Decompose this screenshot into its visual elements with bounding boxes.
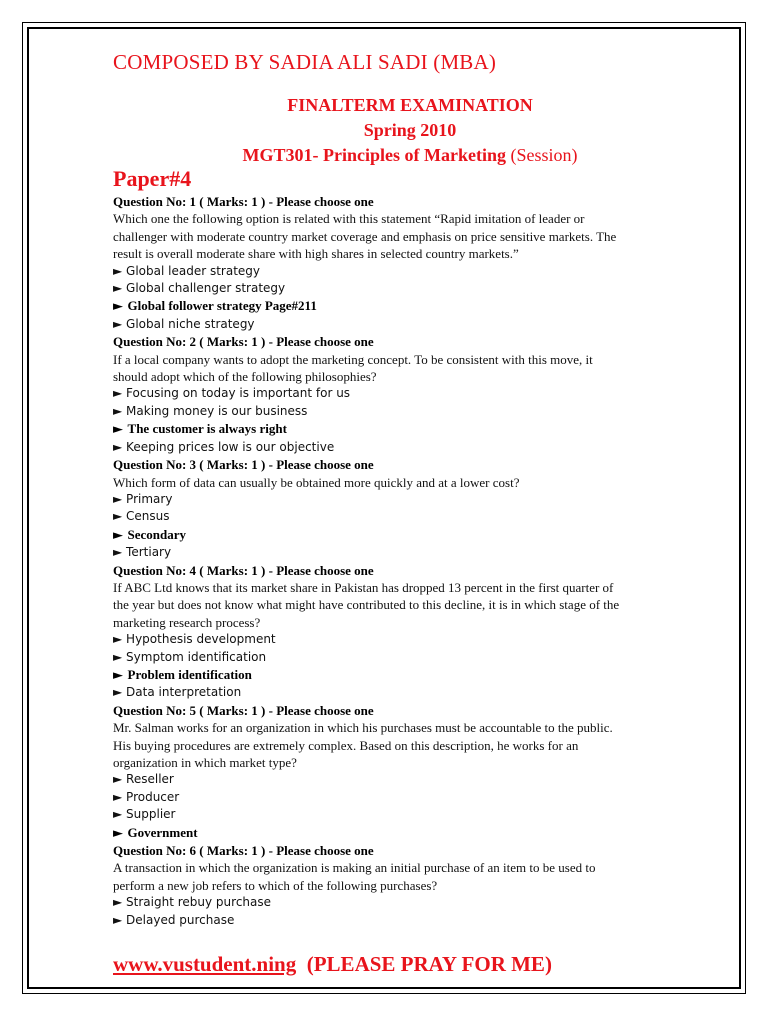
question-heading: Question No: 3 ( Marks: 1 ) - Please choose one <box>113 457 374 473</box>
pointer-arrow-icon: ► <box>113 299 128 315</box>
question-text: If ABC Ltd knows that its market share in Pakistan has dropped 13 percent in the first quarter of the year but does not know what might have contributed to this decline, it is in which stage of the marketing research process? <box>113 579 620 630</box>
question-text: If a local company wants to adopt the marketing concept. To be consistent with this move, it should adopt which of the following philosophies? <box>113 351 593 385</box>
pointer-arrow-icon: ► <box>113 807 127 822</box>
question-block <box>113 193 628 333</box>
question-text: Which one the following option is related with this statement “Rapid imitation of leader or challenger with moderate country market coverage and emphasis on price sensitive markets. The result is overall moderate share with high shares in selected country markets.” <box>113 211 617 262</box>
composed-by-heading: COMPOSED BY SADIA ALI SADI (MBA) <box>113 50 497 74</box>
option-label: Tertiary <box>126 545 172 560</box>
question-heading: Question No: 5 ( Marks: 1 ) - Please choose one <box>113 702 374 718</box>
answer-option <box>113 508 628 525</box>
question-block <box>113 702 628 842</box>
option-label: Problem identification <box>127 666 252 682</box>
question-heading: Question No: 6 ( Marks: 1 ) - Please choose one <box>113 843 374 859</box>
questions-list <box>113 193 628 929</box>
answer-option-correct <box>113 297 628 315</box>
pointer-arrow-icon: ► <box>113 825 128 841</box>
answer-option <box>113 403 628 420</box>
pointer-arrow-icon: ► <box>113 439 127 454</box>
answer-option <box>113 544 628 561</box>
question-text: Mr. Salman works for an organization in which his purchases must be accountable to the public. His buying procedures are extremely complex. Based on this description, he works for an organization in which market type? <box>113 720 613 770</box>
pointer-arrow-icon: ► <box>113 545 127 560</box>
answer-option-correct <box>113 420 628 438</box>
answer-option <box>113 280 628 297</box>
pointer-arrow-icon: ► <box>113 789 127 804</box>
footer-message: (PLEASE PRAY FOR ME) <box>306 952 552 976</box>
answer-option <box>113 789 628 806</box>
option-label: Keeping prices low is our objective <box>126 439 335 454</box>
answer-option <box>113 806 628 823</box>
answer-option <box>113 771 628 788</box>
exam-title: FINALTERM EXAMINATION <box>287 95 533 115</box>
pointer-arrow-icon: ► <box>113 403 127 418</box>
pointer-arrow-icon: ► <box>113 386 127 401</box>
pointer-arrow-icon: ► <box>113 912 127 927</box>
answer-option <box>113 649 628 666</box>
footer <box>113 952 552 977</box>
option-label: Data interpretation <box>126 685 242 700</box>
option-label: Census <box>126 509 170 524</box>
question-block <box>113 562 628 702</box>
answer-option <box>113 439 628 456</box>
answer-option <box>113 631 628 648</box>
answer-option-correct <box>113 666 628 684</box>
answer-option-correct <box>113 526 628 544</box>
option-label: Government <box>127 824 198 840</box>
option-label: Delayed purchase <box>126 912 235 927</box>
question-heading: Question No: 4 ( Marks: 1 ) - Please choose one <box>113 562 374 578</box>
option-label: Global niche strategy <box>126 316 255 331</box>
option-label: Reseller <box>126 772 174 787</box>
pointer-arrow-icon: ► <box>113 772 127 787</box>
pointer-arrow-icon: ► <box>113 895 127 910</box>
pointer-arrow-icon: ► <box>113 422 128 438</box>
course-title <box>26 145 768 166</box>
answer-option-correct <box>113 824 628 842</box>
option-label: Secondary <box>127 526 187 542</box>
course-session: (Session) <box>510 145 578 165</box>
option-label: Global challenger strategy <box>126 281 286 296</box>
option-label: Focusing on today is important for us <box>126 386 351 401</box>
pointer-arrow-icon: ► <box>113 491 127 506</box>
pointer-arrow-icon: ► <box>113 649 127 664</box>
answer-option <box>113 912 628 929</box>
answer-option <box>113 894 628 911</box>
pointer-arrow-icon: ► <box>113 527 128 543</box>
pointer-arrow-icon: ► <box>113 263 127 278</box>
answer-option <box>113 491 628 508</box>
answer-option <box>113 263 628 280</box>
option-label: Global follower strategy Page#211 <box>127 298 317 314</box>
pointer-arrow-icon: ► <box>113 281 127 296</box>
option-label: Straight rebuy purchase <box>126 895 272 910</box>
question-heading: Question No: 2 ( Marks: 1 ) - Please choose one <box>113 334 374 350</box>
answer-option <box>113 684 628 701</box>
pointer-arrow-icon: ► <box>113 509 127 524</box>
exam-term: Spring 2010 <box>363 120 457 140</box>
question-text: A transaction in which the organization is making an initial purchase of an item to be used to perform a new job refers to which of the following purchases? <box>113 860 596 893</box>
option-label: Primary <box>126 491 173 506</box>
question-block <box>113 333 628 456</box>
pointer-arrow-icon: ► <box>113 667 128 683</box>
question-heading: Question No: 1 ( Marks: 1 ) - Please choose one <box>113 194 374 209</box>
question-block <box>113 456 628 561</box>
paper-number: Paper#4 <box>113 166 192 191</box>
option-label: Hypothesis development <box>126 632 276 647</box>
answer-option <box>113 316 628 333</box>
option-label: Supplier <box>126 807 176 822</box>
option-label: Symptom identification <box>126 649 267 664</box>
pointer-arrow-icon: ► <box>113 316 127 331</box>
option-label: Global leader strategy <box>126 263 261 278</box>
option-label: The customer is always right <box>127 421 287 437</box>
question-block <box>113 842 628 929</box>
option-label: Making money is our business <box>126 403 308 418</box>
question-text: Which form of data can usually be obtained more quickly and at a lower cost? <box>113 474 520 490</box>
pointer-arrow-icon: ► <box>113 632 127 647</box>
option-label: Producer <box>126 789 180 804</box>
course-name: MGT301- Principles of Marketing <box>242 145 506 165</box>
answer-option <box>113 385 628 402</box>
pointer-arrow-icon: ► <box>113 685 127 700</box>
website-link[interactable]: www.vustudent.ning <box>113 952 297 976</box>
